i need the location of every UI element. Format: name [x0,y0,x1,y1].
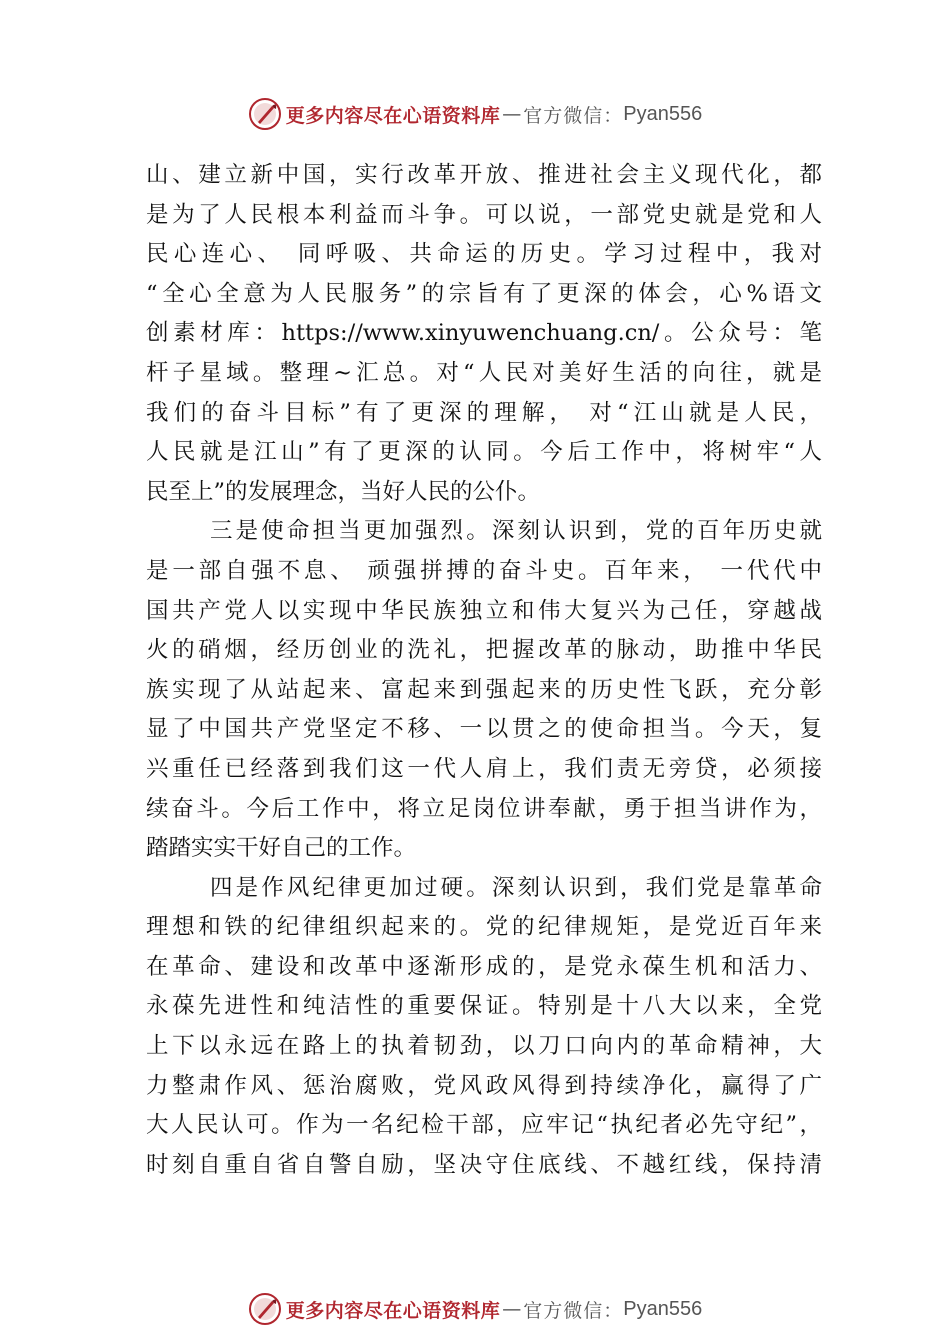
body-line: “全心全意为人民服务”的宗旨有了更深的体会，心%语文 [146,280,822,307]
footer-dash: — [502,1298,522,1320]
header-banner [0,94,950,134]
header-brand-text: 更多内容尽在心语资料库 [285,104,501,127]
body-line: 大人民认可。作为一名纪检干部，应牢记“执纪者必先守纪”， [146,1112,822,1139]
body-line: 显了中国共产党坚定不移、一以贯之的使命担当。今天，复 [146,716,822,743]
body-line: 上下以永远在路上的执着韧劲，以刀口向内的革命精神，大 [146,1033,822,1060]
header-wechat-label: 官方微信： [523,104,624,127]
body-line: 力整肃作风、惩治腐败，党风政风得到持续净化，赢得了广 [146,1072,822,1099]
paragraph-start-line: 三是使命担当更加强烈。深刻认识到，党的百年历史就 [210,518,822,545]
body-line: 时刻自重自省自警自励，坚决守住底线、不越红线，保持清 [146,1151,822,1178]
body-line: 民心连心、 同呼吸、共命运的历史。学习过程中，我对 [146,241,822,268]
body-line: 续奋斗。今后工作中，将立足岗位讲奉献，勇于担当讲作为， [146,795,822,822]
body-line: 山、建立新中国，实行改革开放、推进社会主义现代化，都 [146,162,822,188]
header-dash: — [502,103,522,125]
footer-banner [0,1289,950,1329]
body-line: 理想和铁的纪律组织起来的。党的纪律规矩，是党近百年来 [146,914,822,941]
body-line: 在革命、建设和改革中逐渐形成的，是党永葆生机和活力、 [146,953,822,980]
header-wechat-id: Pyan556 [623,102,703,125]
body-line: 是为了人民根本利益而斗争。可以说，一部党史就是党和人 [146,201,822,228]
body-line: 国共产党人以实现中华民族独立和伟大复兴为己任，穿越战 [146,597,822,624]
quill-logo-icon [248,97,282,131]
paragraph-start-line: 四是作风纪律更加过硬。深刻认识到，我们党是靠革命 [210,874,822,901]
body-line: 族实现了从站起来、富起来到强起来的历史性飞跃，充分彰 [146,676,822,703]
document-body [146,156,822,1185]
footer-wechat-id: Pyan556 [623,1297,703,1320]
body-line: 永葆先进性和纯洁性的重要保证。特别是十八大以来，全党 [146,993,822,1020]
body-line: 我们的奋斗目标”有了更深的理解， 对“江山就是人民， [146,399,822,426]
body-line: 兴重任已经落到我们这一代人肩上，我们责无旁贷，必须接 [146,755,822,782]
body-line: 人民就是江山”有了更深的认同。今后工作中，将树牢“人 [146,439,822,466]
quill-logo-icon [248,1292,282,1326]
footer-wechat-label: 官方微信： [523,1299,624,1322]
body-line: 火的硝烟，经历创业的洗礼，把握改革的脉动，助推中华民 [146,637,822,664]
body-line: 杆子星域。整理~汇总。对“人民对美好生活的向往，就是 [146,359,822,386]
body-line: 创素材库：https://www.xinyuwenchuang.cn/。公众号：笔 [146,320,822,347]
body-line: 民至上”的发展理念，当好人民的公仆。 [146,478,541,505]
body-line: 踏踏实实干好自己的工作。 [146,835,417,862]
footer-brand-text: 更多内容尽在心语资料库 [285,1299,501,1322]
body-line: 是一部自强不息、 顽强拼搏的奋斗史。百年来， 一代代中 [146,557,822,584]
